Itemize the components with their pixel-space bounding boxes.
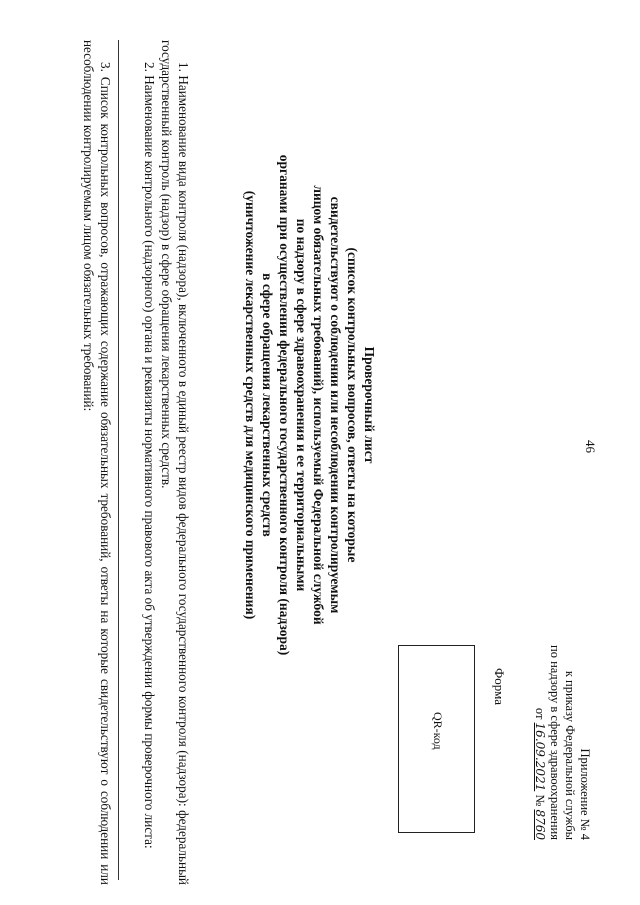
date-prefix: от	[533, 707, 547, 720]
title-line: по надзору в сфере здравоохранения и ее территориальными	[294, 218, 309, 592]
title-line: (уничтожение лекарственных средств для медицинского применения)	[243, 190, 258, 620]
page-number: 46	[583, 440, 598, 453]
qr-code-box	[398, 645, 475, 833]
items-section	[141, 40, 192, 885]
document-title	[242, 150, 378, 660]
title-line: в сфере обращения лекарственных средств	[260, 273, 275, 537]
form-label: Форма	[492, 668, 507, 705]
appendix-block	[532, 540, 592, 840]
title-line: лицом обязательных требований), используемый Федеральной службой	[311, 185, 326, 625]
item-1: 1. Наименование вида контроля (надзора), включенного в единый реестр видов федерального государственного контроля (надзора): федеральный государственный контроль (надзор) в сфере обращения лекарственных средств.	[159, 40, 191, 885]
title-line: Проверочный лист	[362, 346, 377, 464]
number-prefix: №	[533, 794, 547, 807]
title-line: (список контрольных вопросов, ответы на которые	[345, 247, 360, 563]
appendix-date-line	[532, 540, 547, 840]
item-3-section	[80, 40, 114, 885]
title-line: органами при осуществлении федерального государственного контроля (надзора)	[277, 154, 292, 656]
appendix-line-3: по надзору в сфере здравоохранения	[548, 645, 562, 840]
item-3: 3. Список контрольных вопросов, отражающих содержание обязательных требований, ответы на которые свидетельствуют о соблюдении или несоблюдении контролируемым лицом обязательных требований:	[81, 40, 113, 885]
handwritten-date: 16.09.2021	[533, 722, 547, 792]
appendix-line-1: Приложение № 4	[578, 748, 592, 840]
separator-line	[118, 40, 119, 880]
appendix-line-2: к приказу Федеральной службы	[563, 670, 577, 840]
item-2: 2. Наименование контрольного (надзорного) органа и реквизиты нормативного правового акта об утверждении формы проверочного листа:	[142, 62, 157, 849]
handwritten-number: 8760	[533, 809, 547, 840]
title-line: свидетельствуют о соблюдении или несоблюдении контролируемым	[328, 196, 343, 614]
qr-code-label: QR-код	[431, 712, 445, 750]
